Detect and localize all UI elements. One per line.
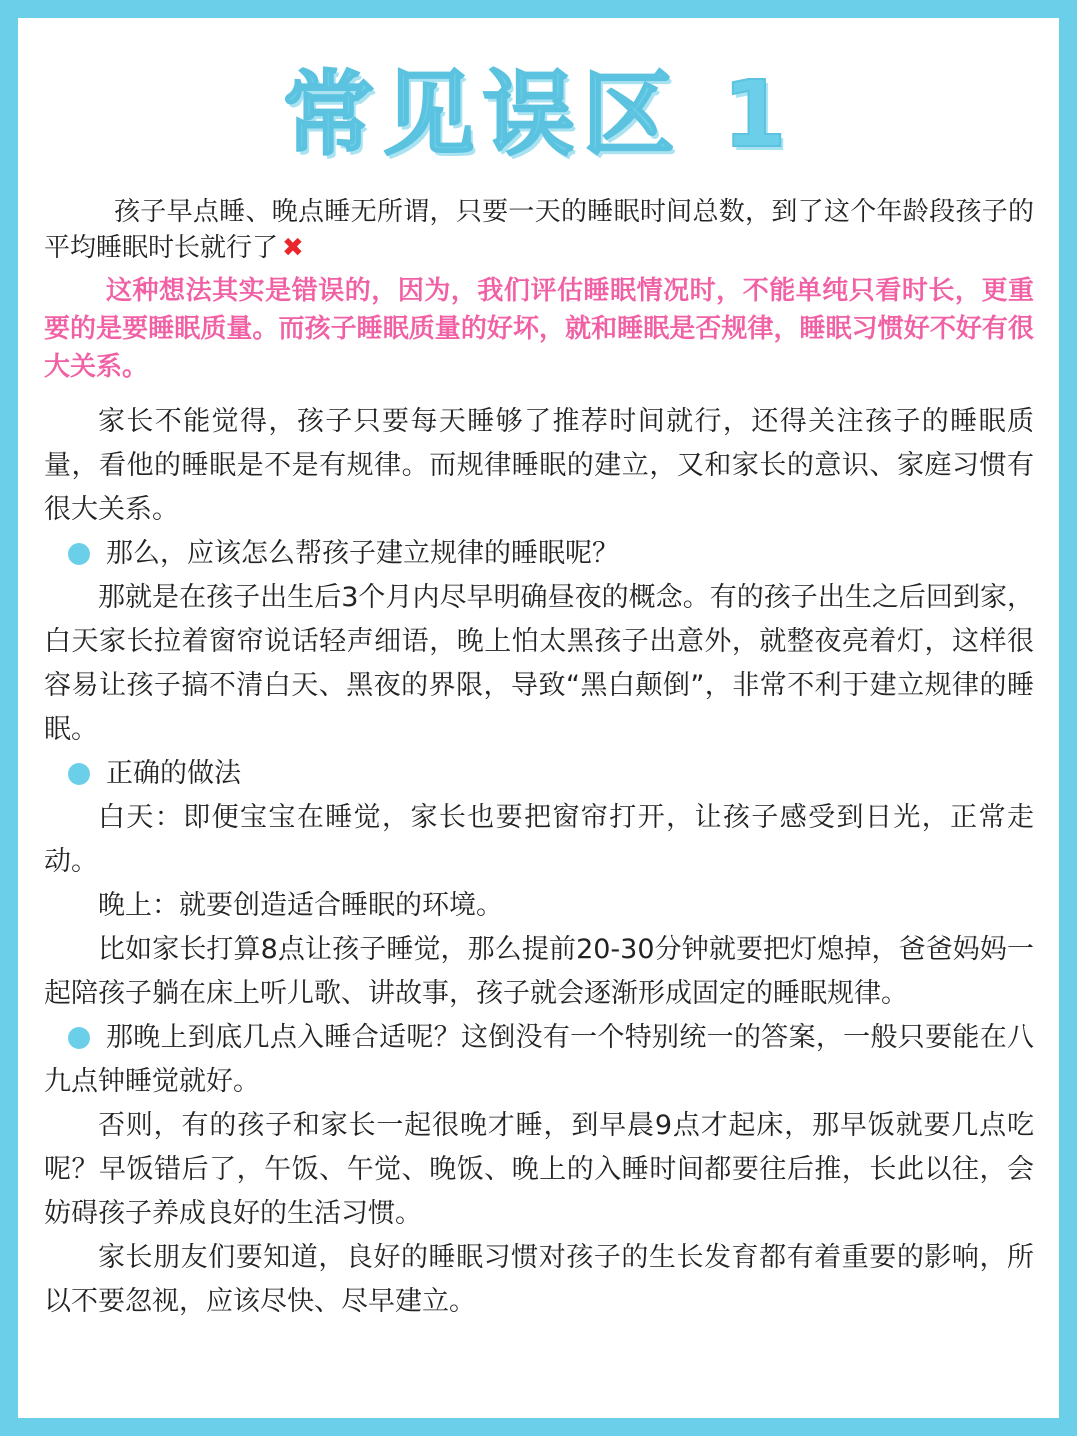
article-card	[18, 18, 1059, 1418]
intro-paragraph	[44, 194, 1034, 266]
paragraph-2: 那就是在孩子出生后3个月内尽早明确昼夜的概念。有的孩子出生之后回到家，白天家长拉着窗帘说话轻声细语，晚上怕太黑孩子出意外，就整夜亮着灯，这样很容易让孩子搞不清白天、黑夜的界限，导致“黑白颠倒”，非常不利于建立规律的睡眠。	[44, 582, 1034, 745]
intro-text: 孩子早点睡、晚点睡无所谓，只要一天的睡眠时间总数，到了这个年龄段孩子的平均睡眠时长就行了	[44, 197, 1034, 263]
bullet-text: 那么，应该怎么帮孩子建立规律的睡眠呢？	[106, 538, 619, 569]
bullet-dot-icon	[68, 1027, 90, 1049]
bullet-question-1	[44, 532, 1034, 576]
paragraph-3: 白天：即便宝宝在睡觉，家长也要把窗帘打开，让孩子感受到日光，正常走动。	[44, 802, 1034, 877]
page-title: 常见误区 1	[282, 61, 795, 168]
paragraph-7: 家长朋友们要知道，良好的睡眠习惯对孩子的生长发育都有着重要的影响，所以不要忽视，应该尽快、尽早建立。	[44, 1242, 1034, 1317]
bullet-question-3	[44, 1016, 1034, 1104]
bullet-text: 正确的做法	[106, 758, 241, 789]
bullet-text: 那晚上到底几点入睡合适呢？这倒没有一个特别统一的答案，一般只要能在八九点钟睡觉就好。	[44, 1022, 1034, 1097]
paragraph-1: 家长不能觉得，孩子只要每天睡够了推荐时间就行，还得关注孩子的睡眠质量，看他的睡眠是不是有规律。而规律睡眠的建立，又和家长的意识、家庭习惯有很大关系。	[44, 406, 1034, 525]
paragraph-5: 比如家长打算8点让孩子睡觉，那么提前20-30分钟就要把灯熄掉，爸爸妈妈一起陪孩子躺在床上听儿歌、讲故事，孩子就会逐渐形成固定的睡眠规律。	[44, 934, 1034, 1009]
paragraph-4: 晚上：就要创造适合睡眠的环境。	[98, 890, 503, 921]
article-body	[44, 194, 1034, 1324]
highlight-paragraph: 这种想法其实是错误的，因为，我们评估睡眠情况时，不能单纯只看时长，更重要的是要睡眠质量。而孩子睡眠质量的好坏，就和睡眠是否规律，睡眠习惯好不好有很大关系。	[44, 276, 1034, 382]
cross-icon: ✖	[282, 233, 304, 263]
bullet-dot-icon	[68, 543, 90, 565]
paragraph-6: 否则，有的孩子和家长一起很晚才睡，到早晨9点才起床，那早饭就要几点吃呢？早饭错后了，午饭、午觉、晚饭、晚上的入睡时间都要往后推，长此以往，会妨碍孩子养成良好的生活习惯。	[44, 1110, 1034, 1229]
bullet-dot-icon	[68, 763, 90, 785]
bullet-question-2	[44, 752, 1034, 796]
